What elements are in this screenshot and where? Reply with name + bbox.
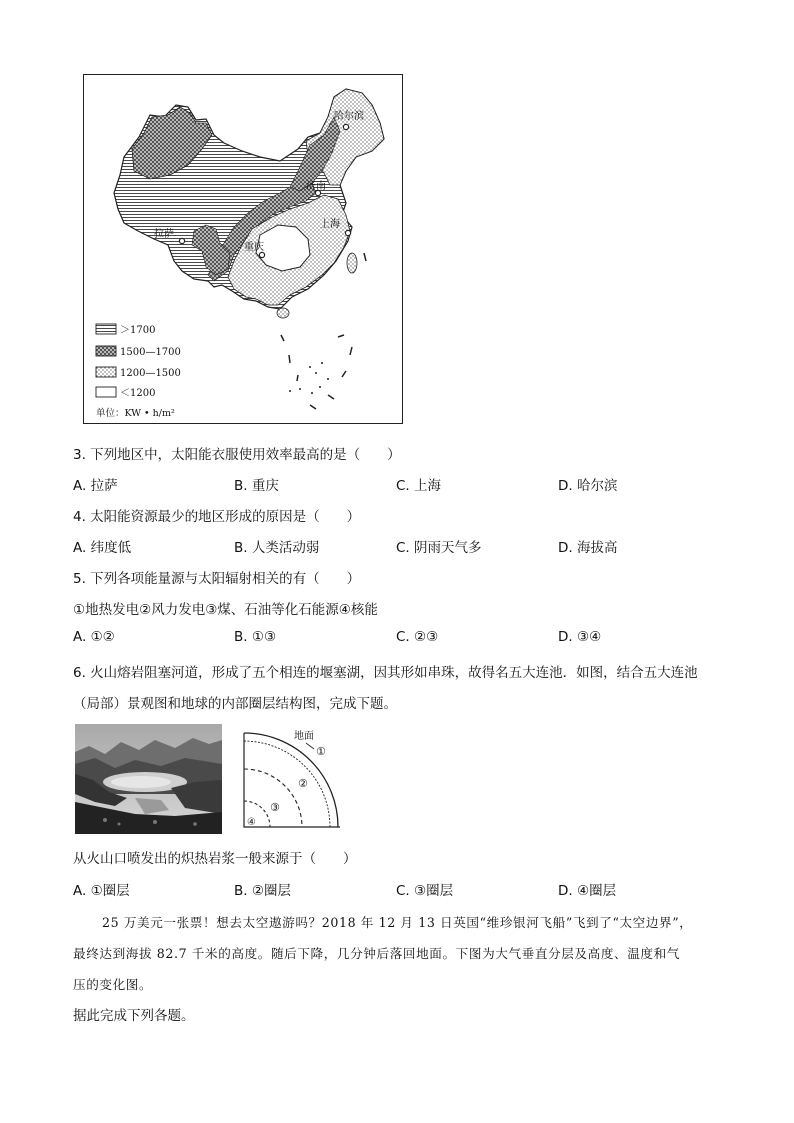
question-5-stem: 5. 下列各项能量源与太阳辐射相关的有（ ） <box>73 571 361 587</box>
city-label-shanghai: 上海 <box>320 219 340 230</box>
legend-swatch-blank <box>96 387 116 397</box>
lhasa-marker <box>179 238 184 243</box>
option-b: B. 人类活动弱 <box>234 540 320 556</box>
question-3-stem: 3. 下列地区中，太阳能衣服使用效率最高的是（ ） <box>73 447 401 463</box>
legend-label: ＜1200 <box>120 388 156 399</box>
option-c: C. 上海 <box>396 478 442 494</box>
question-6-stem-cont: （局部）景观图和地球的内部圈层结构图，完成下题。 <box>73 696 397 712</box>
city-label-jinan: 济南 <box>306 181 326 192</box>
option-d: D. ④圈层 <box>558 883 617 899</box>
ground-label: 地面 <box>294 731 314 742</box>
city-label-chongqing: 重庆 <box>244 242 264 253</box>
option-b: B. 重庆 <box>234 478 279 494</box>
legend-label: 1200—1500 <box>120 368 181 379</box>
solar-radiation-map <box>83 74 403 424</box>
option-a: A. ①圈层 <box>73 883 130 899</box>
legend-swatch-dots <box>96 367 116 377</box>
option-c: C. 阴雨天气多 <box>396 540 482 556</box>
harbin-marker <box>343 124 348 129</box>
option-a: A. 拉萨 <box>73 478 118 494</box>
option-c: C. ③圈层 <box>396 883 454 899</box>
shanghai-marker <box>345 230 350 235</box>
option-a: A. ①② <box>73 629 115 645</box>
wudalianchi-photo <box>75 724 222 834</box>
legend-label: 1500—1700 <box>120 347 181 358</box>
option-a: A. 纬度低 <box>73 540 132 556</box>
legend-swatch-crosshatch <box>96 346 116 356</box>
map-unit-label: 单位：KW • h/m² <box>96 408 175 419</box>
layer-marker-2: ② <box>298 777 308 790</box>
question-6-stem: 6. 火山熔岩阻塞河道，形成了五个相连的堰塞湖，因其形如串珠，故得名五大连池．如图，结合五大连池 <box>73 665 698 681</box>
map-legend <box>96 324 181 419</box>
question-5-statements: ①地热发电②风力发电③煤、石油等化石能源④核能 <box>73 602 378 618</box>
option-d: D. 哈尔滨 <box>558 478 618 494</box>
passage-line-3: 压的变化图。 <box>73 977 153 992</box>
option-b: B. ①③ <box>234 629 277 645</box>
question-6-sub-stem: 从火山口喷发出的炽热岩浆一般来源于（ ） <box>73 851 357 867</box>
china-map-graphic <box>84 75 402 423</box>
option-d: D. 海拔高 <box>558 540 618 556</box>
chongqing-marker <box>259 252 264 257</box>
passage-line-1: 25 万美元一张票！想去太空遨游吗？2018 年 12 月 13 日英国“维珍银河飞船”飞到了“太空边界”， <box>102 915 693 930</box>
layer-marker-3: ③ <box>270 801 280 814</box>
legend-label: ＞1700 <box>120 325 156 336</box>
layer-marker-4: ④ <box>247 817 256 828</box>
passage-line-2: 最终达到海拔 82.7 千米的高度。随后下降，几分钟后落回地面。下图为大气垂直分层及高度、温度和气 <box>73 946 680 961</box>
option-c: C. ②③ <box>396 629 439 645</box>
city-label-harbin: 哈尔滨 <box>334 111 364 122</box>
question-4-stem: 4. 太阳能资源最少的地区形成的原因是（ ） <box>73 509 361 525</box>
option-b: B. ②圈层 <box>234 883 291 899</box>
earth-layers-diagram <box>240 729 348 831</box>
option-d: D. ③④ <box>558 629 602 645</box>
passage-instruction: 据此完成下列各题。 <box>73 1008 195 1024</box>
city-label-lhasa: 拉萨 <box>154 229 174 240</box>
layer-marker-1: ① <box>316 745 326 758</box>
legend-swatch-horizontal-lines <box>96 324 116 334</box>
